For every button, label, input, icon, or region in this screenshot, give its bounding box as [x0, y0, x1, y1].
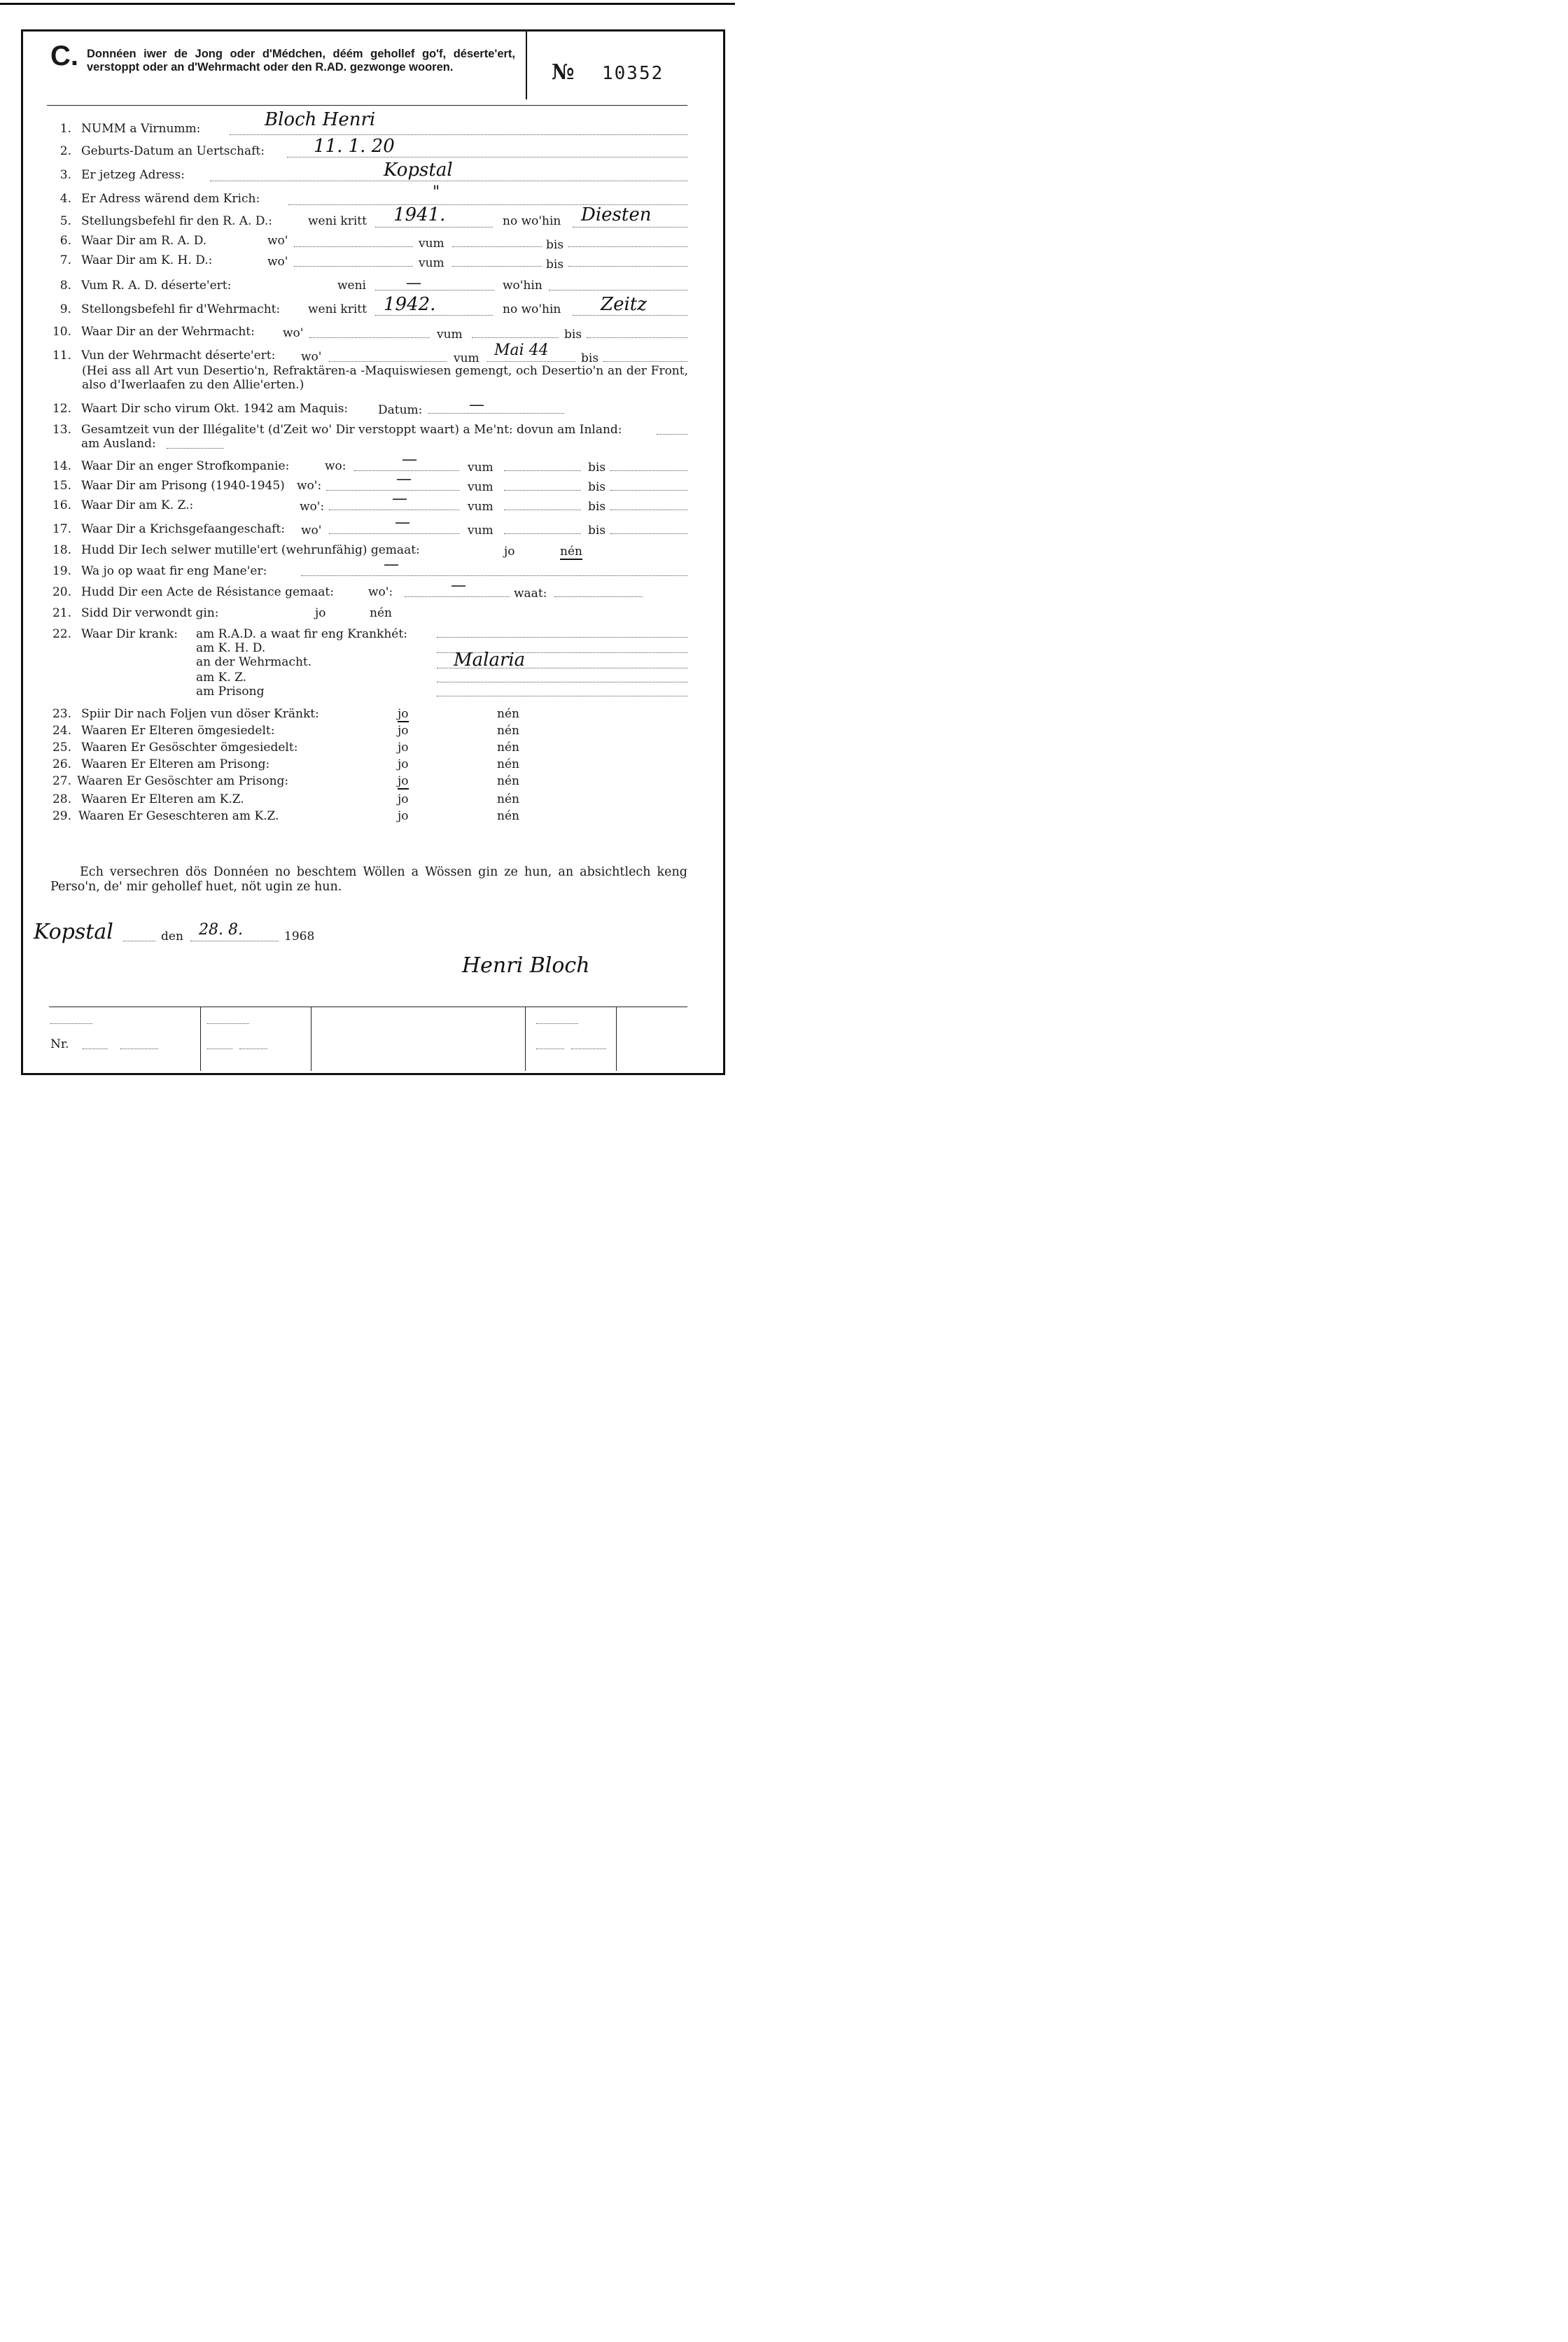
- signing-date[interactable]: 28. 8.: [199, 921, 243, 939]
- q-number: 9.: [59, 302, 71, 316]
- answer-line: [375, 315, 493, 316]
- q-word: wo':: [300, 500, 325, 514]
- footer-dots: [50, 1023, 92, 1024]
- q-label: Waar Dir krank:: [81, 627, 178, 641]
- option-jo[interactable]: jo: [398, 741, 409, 755]
- q22-sub: an der Wehrmacht.: [196, 655, 312, 669]
- option-nen[interactable]: nén: [497, 809, 519, 823]
- q-label: Waaren Er Elteren am K.Z.: [81, 792, 244, 806]
- q-word: vum: [468, 461, 493, 475]
- q-word: vum: [468, 524, 493, 538]
- answer-line: [603, 361, 687, 362]
- answer-line: [610, 533, 687, 534]
- q-number: 18.: [52, 543, 71, 557]
- q-label: Waar Dir am R. A. D.: [81, 234, 207, 248]
- answer-line: [568, 266, 687, 267]
- answer-line: [504, 470, 581, 471]
- q-label: Gesamtzeit vun der Illégalite't (d'Zeit wo' Dir verstoppt waart) a Me'nt: dovun am Inland:: [81, 423, 622, 437]
- option-jo-selected[interactable]: jo: [398, 707, 409, 721]
- form-title: Donnéen iwer de Jong oder d'Médchen, déém gehollef go'f, déserte'ert, verstoppt oder an d'Wehrmacht oder den R.AD. gezwonge wooren.: [87, 48, 515, 73]
- answer-line: [167, 448, 224, 449]
- q22-sub: am K. H. D.: [196, 641, 266, 655]
- note-desertion: (Hei ass all Art vun Desertio'n, Refraktären-a -Maquiswiesen gemengt, och Desertio'n an der Front, also d'Iwerlaafen zu den Allie'erten.): [82, 364, 688, 392]
- q-label: Waaren Er Elteren am Prisong:: [81, 757, 270, 771]
- q-number: 11.: [52, 349, 71, 363]
- q-number: 17.: [52, 522, 71, 536]
- q-number: 28.: [52, 792, 71, 806]
- answer-line: [487, 361, 575, 362]
- q-word: wo': [301, 524, 322, 538]
- q-label: Spiir Dir nach Foljen vun döser Kränkt:: [81, 707, 319, 721]
- q-word: bis: [564, 328, 582, 342]
- q-number: 19.: [52, 564, 71, 578]
- answer-kz[interactable]: —: [392, 490, 407, 507]
- answer-line: [504, 533, 581, 534]
- q-word: wo'hin: [503, 279, 542, 293]
- q-word: bis: [588, 524, 606, 538]
- signature[interactable]: Henri Bloch: [462, 953, 590, 978]
- answer-wehrmacht-year[interactable]: 1942.: [384, 294, 436, 315]
- q-label: Waar Dir an der Wehrmacht:: [81, 325, 255, 339]
- answer-prison[interactable]: —: [396, 470, 412, 488]
- footer-dots: [207, 1023, 249, 1024]
- q-word: wo': [301, 350, 322, 364]
- q-label: Sidd Dir verwondt gin:: [81, 606, 219, 620]
- q-number: 27.: [52, 774, 71, 788]
- signing-year: 1968: [284, 930, 315, 944]
- option-nen[interactable]: nén: [497, 741, 519, 755]
- q-label: Vum R. A. D. déserte'ert:: [81, 279, 232, 293]
- q-label: Er Adress wärend dem Krich:: [81, 192, 260, 206]
- q-word: bis: [588, 500, 606, 514]
- answer-line: [554, 596, 643, 597]
- q-label: Geburts-Datum an Uertschaft:: [81, 144, 265, 158]
- option-nen[interactable]: nén: [497, 757, 519, 771]
- q-label: NUMM a Virnumm:: [81, 122, 201, 136]
- answer-line: [452, 266, 542, 267]
- answer-maquis[interactable]: —: [469, 396, 484, 414]
- q-label: Waaren Er Geseschteren am K.Z.: [78, 809, 279, 823]
- q-number: 15.: [52, 479, 71, 493]
- q-word: bis: [546, 238, 564, 252]
- q-word: vum: [468, 500, 493, 514]
- answer-strof[interactable]: —: [402, 451, 417, 468]
- answer-line: [568, 246, 687, 247]
- option-nen-selected[interactable]: nén: [560, 545, 582, 559]
- q-word: bis: [588, 461, 606, 475]
- option-nen[interactable]: nén: [497, 707, 519, 721]
- q-word: wo': [267, 255, 288, 269]
- q-number: 14.: [52, 459, 71, 473]
- option-jo[interactable]: jo: [398, 724, 409, 738]
- q-word: Datum:: [378, 403, 423, 417]
- q-label: Waar Dir an enger Strofkompanie:: [81, 459, 290, 473]
- section-letter: C.: [50, 41, 78, 71]
- den-label: den: [161, 930, 183, 944]
- q-word: weni: [337, 279, 366, 293]
- q-word: bis: [588, 480, 606, 494]
- q-label: Waar Dir am Prisong (1940-1945): [81, 479, 285, 493]
- q-number: 2.: [59, 144, 71, 158]
- answer-address[interactable]: Kopstal: [384, 160, 453, 181]
- answer-birth[interactable]: 11. 1. 20: [314, 136, 395, 157]
- q-number: 23.: [52, 707, 71, 721]
- answer-line: [230, 134, 687, 135]
- answer-line: [329, 533, 459, 534]
- option-jo[interactable]: jo: [504, 545, 515, 559]
- q-number: 21.: [52, 606, 71, 620]
- answer-line: [573, 315, 687, 316]
- answer-line: [301, 575, 687, 576]
- option-nen[interactable]: nén: [370, 606, 392, 620]
- answer-name[interactable]: Bloch Henri: [265, 109, 376, 130]
- q-word: wo': [267, 234, 288, 248]
- q-label: Hudd Dir Iech selwer mutille'ert (wehrunfähig) gemaat:: [81, 543, 420, 557]
- answer-line: [329, 361, 447, 362]
- footer-col-divider: [616, 1007, 617, 1071]
- q-number: 7.: [59, 253, 71, 267]
- answer-line: [657, 434, 687, 435]
- declaration-text: Ech versechren dös Donnéen no beschtem Wöllen a Wössen gin ze hun, an absichtlech keng Perso'n, de' mir gehollef huet, nöt ugin ze hun.: [50, 865, 687, 894]
- q-number: 20.: [52, 585, 71, 599]
- q-number: 24.: [52, 724, 71, 738]
- answer-resistance[interactable]: —: [451, 577, 466, 594]
- answer-wehrmacht-place[interactable]: Zeitz: [601, 294, 647, 315]
- q-word: no wo'hin: [503, 302, 561, 316]
- q-number: 10.: [52, 325, 71, 339]
- footer-col-divider: [525, 1007, 526, 1071]
- q-number: 12.: [52, 402, 71, 416]
- q-word: vum: [454, 351, 479, 365]
- footer-nr-label: Nr.: [50, 1037, 69, 1051]
- option-jo[interactable]: jo: [398, 792, 409, 806]
- q-label: Wa jo op waat fir eng Mane'er:: [81, 564, 267, 578]
- answer-line: [309, 337, 430, 338]
- option-jo-selected[interactable]: jo: [398, 774, 409, 788]
- q-number: 8.: [59, 279, 71, 293]
- option-jo[interactable]: jo: [315, 606, 326, 620]
- number-sign: №: [552, 60, 575, 85]
- q-word: waat:: [514, 587, 547, 601]
- q-word: vum: [437, 328, 463, 342]
- option-nen[interactable]: nén: [497, 724, 519, 738]
- answer-rad-place[interactable]: Diesten: [581, 204, 652, 225]
- answer-mutilation[interactable]: —: [384, 556, 399, 573]
- answer-line: [452, 246, 542, 247]
- q-number: 29.: [52, 809, 71, 823]
- q-word: vum: [419, 256, 444, 270]
- q-word: bis: [546, 258, 564, 272]
- answer-line: [504, 490, 581, 491]
- answer-rad-desert[interactable]: —: [406, 274, 421, 292]
- q-label: Hudd Dir een Acte de Résistance gemaat:: [81, 585, 334, 599]
- answer-line: [405, 596, 510, 597]
- q-label: Waaren Er Gesöschter am Prisong:: [77, 774, 289, 788]
- option-nen[interactable]: nén: [497, 792, 519, 806]
- answer-line: [294, 266, 413, 267]
- q-label: Waar Dir am K. Z.:: [81, 498, 194, 512]
- answer-line: [294, 246, 413, 247]
- answer-pow[interactable]: —: [395, 514, 410, 531]
- footer-dots: [536, 1023, 578, 1024]
- answer-line: [587, 337, 687, 338]
- q-label: Waar Dir a Krichsgefaangeschaft:: [81, 522, 285, 536]
- q-label: Waaren Er Elteren ömgesiedelt:: [81, 724, 275, 738]
- q-number: 16.: [52, 498, 71, 512]
- header-divider: [526, 29, 527, 99]
- q-word: wo': [283, 326, 304, 340]
- answer-line: [437, 637, 687, 638]
- answer-war-address[interactable]: ": [433, 183, 440, 201]
- signing-place[interactable]: Kopstal: [34, 920, 113, 944]
- q-number: 5.: [59, 214, 71, 228]
- answer-rad-year[interactable]: 1941.: [393, 204, 446, 225]
- q-label: Waart Dir scho virum Okt. 1942 am Maquis:: [81, 402, 349, 416]
- top-rule: [0, 3, 735, 5]
- q-label-abroad: am Ausland:: [81, 437, 156, 451]
- q-word: bis: [581, 351, 599, 365]
- footer-col-divider: [311, 1007, 312, 1071]
- form-number: 10352: [602, 63, 664, 84]
- q22-sub: am K. Z.: [196, 671, 247, 685]
- q-word: vum: [468, 480, 493, 494]
- answer-line: [610, 470, 687, 471]
- q-number: 6.: [59, 234, 71, 248]
- q-word: weni kritt: [308, 214, 367, 228]
- answer-line: [610, 490, 687, 491]
- option-jo[interactable]: jo: [398, 809, 409, 823]
- q-word: wo:: [325, 459, 346, 473]
- q-label: Waaren Er Gesöschter ömgesiedelt:: [81, 741, 298, 755]
- q-number: 13.: [52, 423, 71, 437]
- q-label: Er jetzeg Adress:: [81, 168, 185, 182]
- q-word: weni kritt: [308, 302, 367, 316]
- answer-line: [472, 337, 559, 338]
- q-word: no wo'hin: [503, 214, 561, 228]
- q-number: 3.: [59, 168, 71, 182]
- q-label: Stellongsbefehl fir d'Wehrmacht:: [81, 302, 281, 316]
- q-label: Vun der Wehrmacht déserte'ert:: [81, 349, 276, 363]
- answer-line: [428, 413, 564, 414]
- footer-col-divider: [200, 1007, 201, 1071]
- q22-sub: am Prisong: [196, 685, 265, 699]
- q-word: wo':: [368, 585, 393, 599]
- q-label: Stellungsbefehl fir den R. A. D.:: [81, 214, 273, 228]
- answer-desertion-date[interactable]: Mai 44: [494, 342, 549, 359]
- q-number: 1.: [59, 122, 71, 136]
- answer-illness[interactable]: Malaria: [454, 650, 526, 671]
- q-label: Waar Dir am K. H. D.:: [81, 253, 213, 267]
- q-number: 4.: [59, 192, 71, 206]
- q-word: wo':: [297, 479, 322, 493]
- option-jo[interactable]: jo: [398, 757, 409, 771]
- q-number: 25.: [52, 741, 71, 755]
- q-word: am R.A.D. a waat fir eng Krankhét:: [196, 627, 407, 641]
- q-number: 26.: [52, 757, 71, 771]
- header-rule: [47, 105, 687, 106]
- q-word: vum: [419, 237, 444, 251]
- q-number: 22.: [52, 627, 71, 641]
- option-nen[interactable]: nén: [497, 774, 519, 788]
